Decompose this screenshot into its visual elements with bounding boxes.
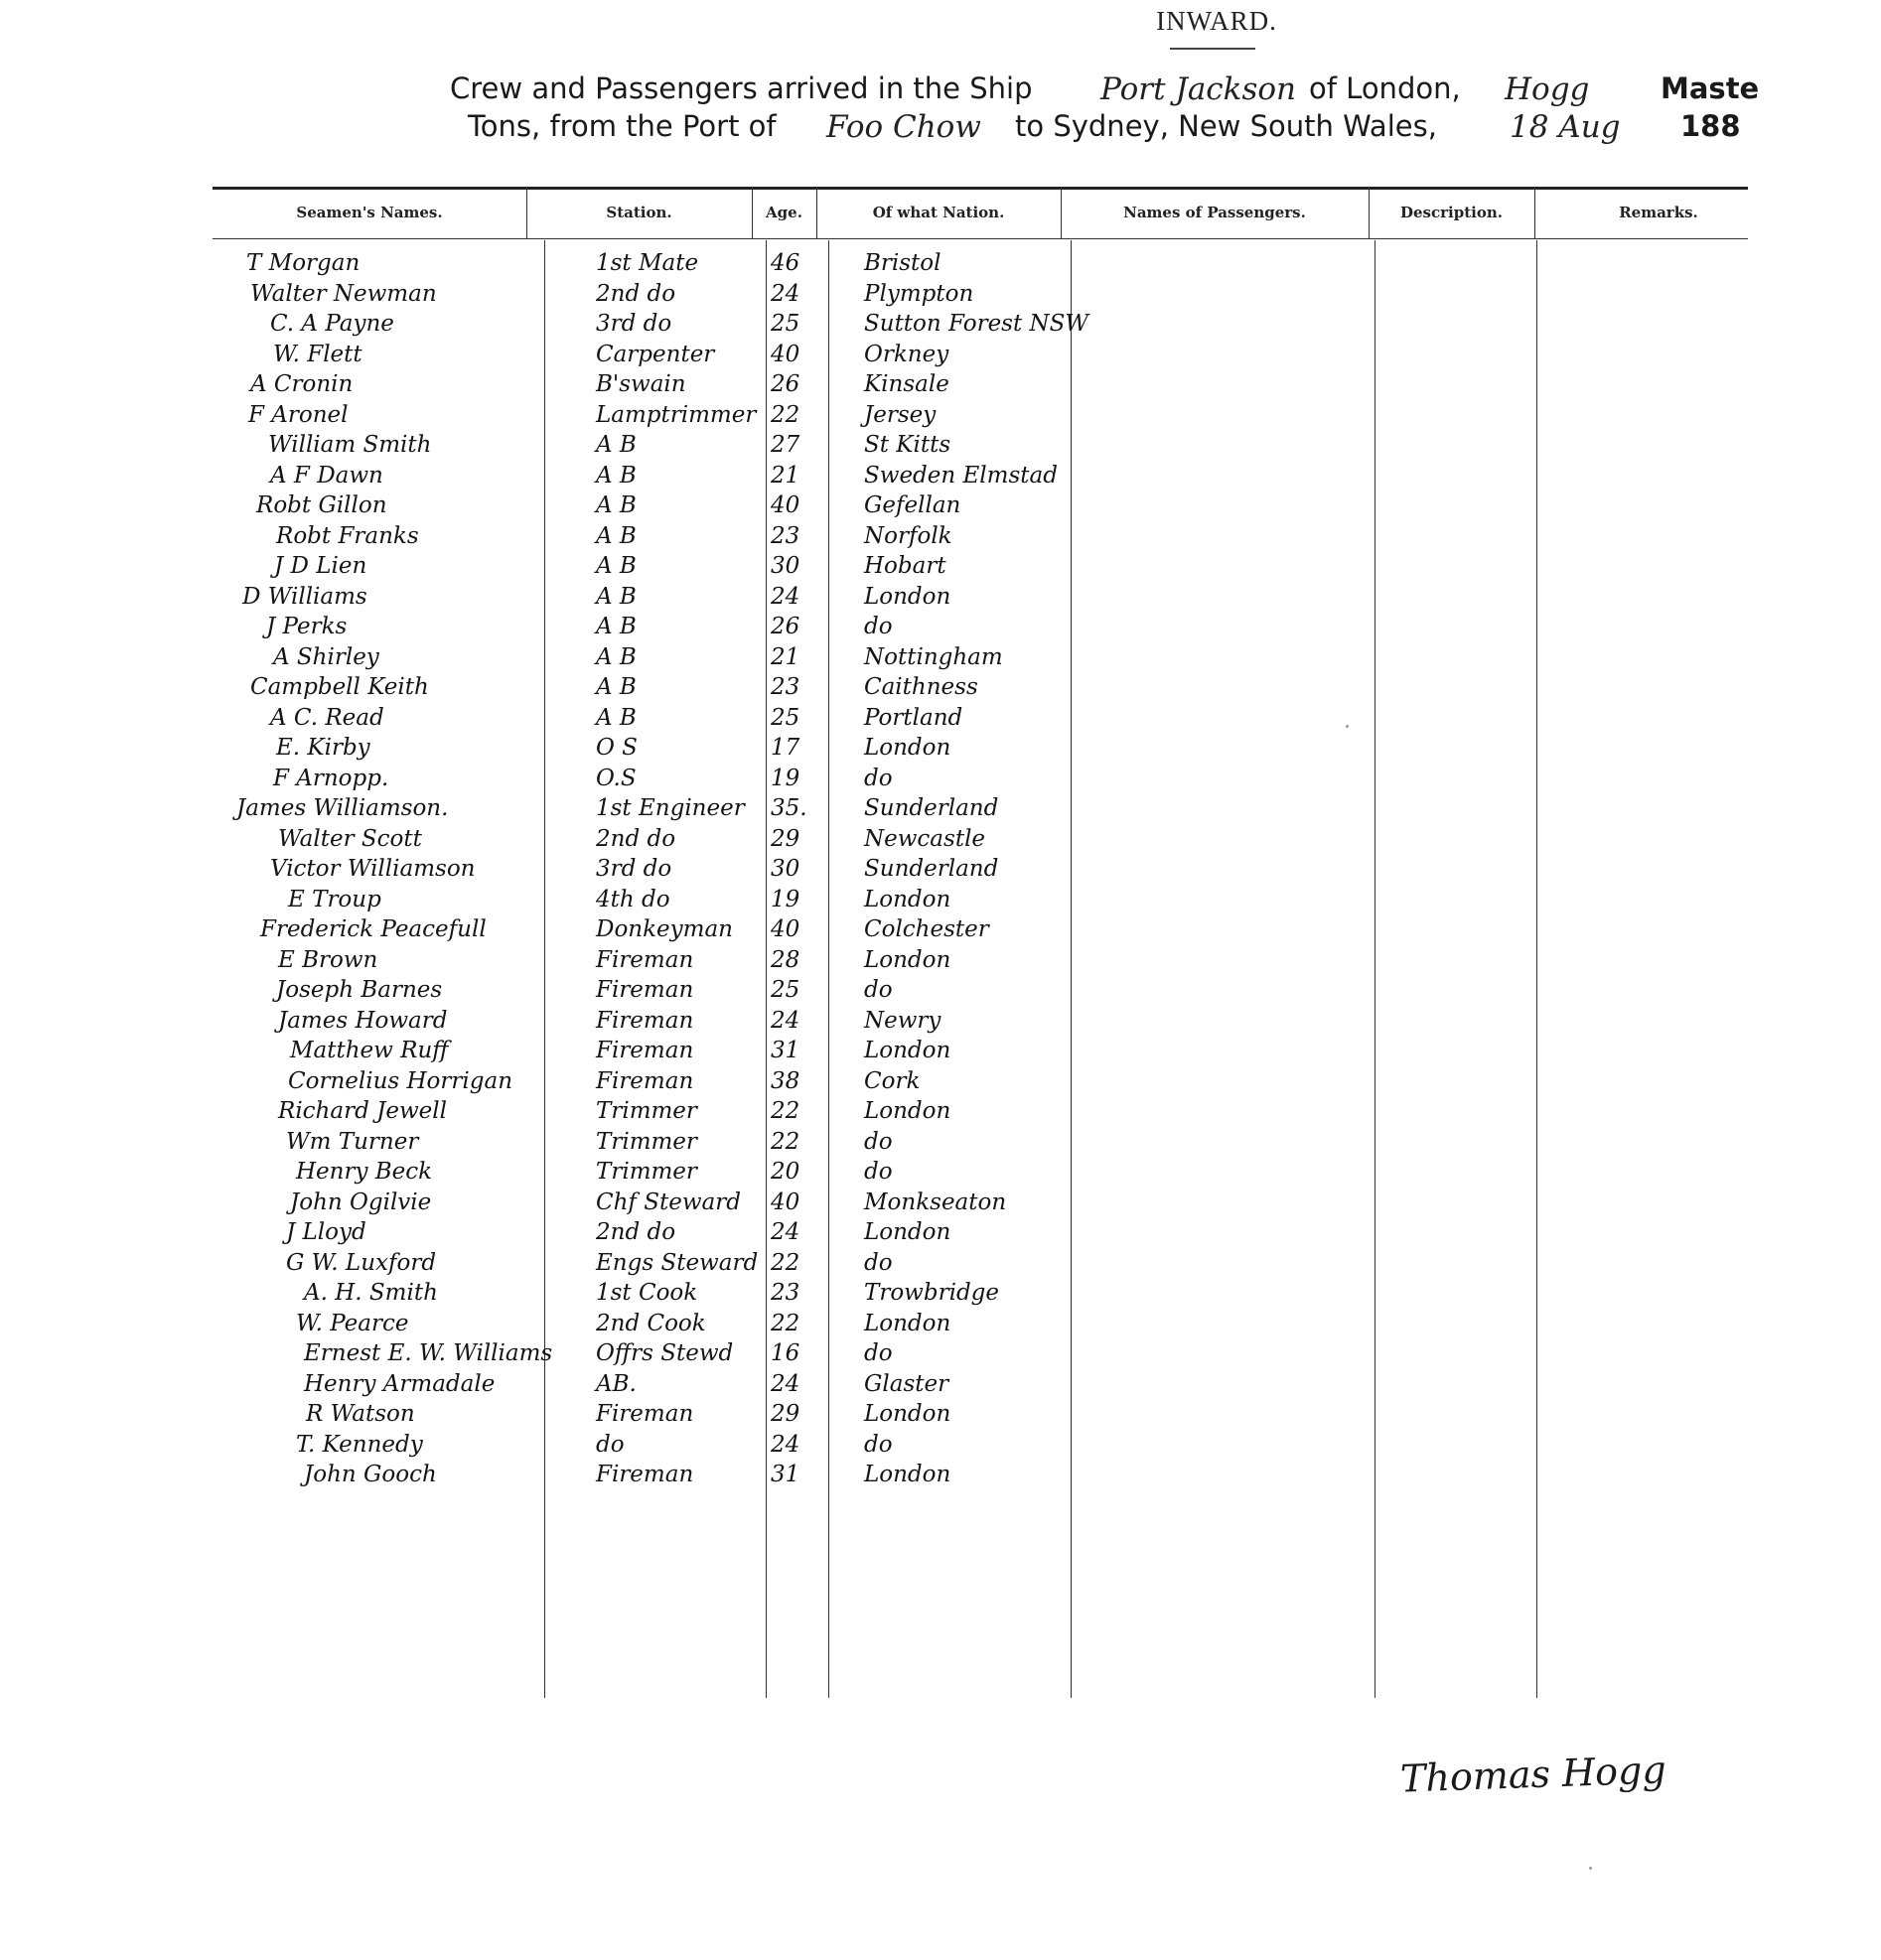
crew-station: Fireman [596, 977, 694, 1003]
crew-nation: Portland [864, 705, 963, 731]
crew-station: 3rd do [596, 856, 672, 882]
crew-name: J Lloyd [286, 1219, 366, 1245]
col-divider [1071, 240, 1072, 1698]
crew-station: Fireman [596, 1008, 694, 1034]
crew-age: 30 [771, 856, 800, 882]
crew-name: F Aronel [248, 402, 349, 428]
crew-name: R Watson [306, 1401, 415, 1427]
crew-name: James Howard [278, 1008, 448, 1034]
crew-age: 20 [771, 1159, 800, 1185]
table-top-rule [213, 187, 1748, 190]
col-divider [828, 240, 829, 1698]
crew-nation: St Kitts [864, 432, 951, 458]
crew-nation: Colchester [864, 916, 989, 942]
crew-station: 2nd Cook [596, 1311, 706, 1336]
crew-age: 40 [771, 342, 800, 367]
crew-age: 25 [771, 311, 800, 337]
scan-speck [1589, 1867, 1592, 1870]
crew-nation: Nottingham [864, 644, 1003, 670]
crew-age: 40 [771, 916, 800, 942]
crew-station: 2nd do [596, 1219, 676, 1245]
crew-nation: Trowbridge [864, 1280, 1000, 1306]
crew-name: Walter Scott [278, 826, 422, 852]
heading-destination: to Sydney, New South Wales, [1015, 109, 1437, 143]
crew-name: Robt Franks [276, 523, 419, 549]
crew-nation: Gefellan [864, 492, 961, 518]
crew-age: 26 [771, 371, 800, 397]
crew-station: Trimmer [596, 1159, 697, 1185]
crew-name: A Shirley [273, 644, 379, 670]
crew-nation: London [864, 1401, 951, 1427]
crew-nation: Orkney [864, 342, 949, 367]
crew-name: A. H. Smith [304, 1280, 438, 1306]
crew-station: A B [596, 674, 637, 700]
port-name: Foo Chow [826, 109, 981, 145]
crew-station: A B [596, 432, 637, 458]
crew-nation: London [864, 584, 951, 610]
crew-station: AB. [596, 1371, 637, 1397]
crew-name: Walter Newman [250, 281, 437, 307]
crew-nation: do [864, 1159, 893, 1185]
crew-nation: Sweden Elmstad [864, 463, 1058, 489]
crew-age: 24 [771, 1219, 800, 1245]
crew-name: E Troup [288, 887, 381, 912]
crew-age: 29 [771, 1401, 800, 1427]
crew-nation: London [864, 735, 951, 761]
col-divider [544, 240, 545, 1698]
crew-name: D Williams [242, 584, 367, 610]
col-divider [766, 240, 767, 1698]
crew-station: Chf Steward [596, 1190, 741, 1215]
crew-age: 19 [771, 766, 800, 791]
crew-nation: do [864, 1250, 893, 1276]
heading-of-london: of London, [1309, 71, 1461, 105]
crew-name: J Perks [266, 614, 348, 639]
header-station: Station. [606, 204, 672, 221]
crew-station: A B [596, 614, 637, 639]
crew-age: 28 [771, 947, 800, 973]
crew-nation: Caithness [864, 674, 978, 700]
crew-age: 40 [771, 492, 800, 518]
crew-name: Richard Jewell [278, 1098, 447, 1124]
crew-name: Matthew Ruff [290, 1038, 449, 1063]
crew-name: Robt Gillon [256, 492, 387, 518]
crew-name: A F Dawn [270, 463, 383, 489]
crew-nation: Sutton Forest NSW [864, 311, 1089, 337]
crew-age: 23 [771, 523, 800, 549]
crew-age: 22 [771, 402, 800, 428]
crew-station: Trimmer [596, 1098, 697, 1124]
crew-station: A B [596, 492, 637, 518]
crew-name: John Gooch [304, 1462, 437, 1487]
crew-station: A B [596, 705, 637, 731]
crew-name: W. Flett [273, 342, 362, 367]
crew-name: Ernest E. W. Williams [304, 1340, 553, 1366]
crew-age: 21 [771, 644, 800, 670]
crew-nation: do [864, 766, 893, 791]
crew-age: 22 [771, 1311, 800, 1336]
crew-station: Fireman [596, 1401, 694, 1427]
crew-nation: London [864, 1219, 951, 1245]
crew-station: 3rd do [596, 311, 672, 337]
crew-nation: Plympton [864, 281, 974, 307]
crew-nation: Sunderland [864, 795, 999, 821]
crew-age: 24 [771, 1008, 800, 1034]
crew-name: A C. Read [270, 705, 384, 731]
crew-nation: London [864, 1462, 951, 1487]
crew-name: William Smith [268, 432, 432, 458]
header-passengers: Names of Passengers. [1123, 204, 1306, 221]
crew-name: W. Pearce [296, 1311, 409, 1336]
crew-name: E Brown [278, 947, 378, 973]
crew-nation: London [864, 1311, 951, 1336]
crew-station: Offrs Stewd [596, 1340, 734, 1366]
header-nation: Of what Nation. [872, 204, 1005, 221]
crew-nation: do [864, 1340, 893, 1366]
heading-year: 188 [1680, 109, 1741, 143]
inward-title: INWARD. [1156, 6, 1277, 36]
heading-tons-text: Tons, from the Port of [468, 109, 777, 143]
crew-name: A Cronin [250, 371, 354, 397]
header-remarks: Remarks. [1619, 204, 1698, 221]
crew-nation: Monkseaton [864, 1190, 1007, 1215]
crew-age: 23 [771, 1280, 800, 1306]
crew-name: E. Kirby [276, 735, 370, 761]
crew-name: J D Lien [274, 553, 367, 579]
crew-station: O.S [596, 766, 637, 791]
crew-age: 25 [771, 977, 800, 1003]
crew-station: Fireman [596, 1038, 694, 1063]
header-age: Age. [766, 204, 802, 221]
crew-station: 1st Cook [596, 1280, 698, 1306]
master-name: Hogg [1505, 71, 1590, 107]
crew-age: 24 [771, 1371, 800, 1397]
crew-station: Carpenter [596, 342, 715, 367]
crew-nation: do [864, 614, 893, 639]
header-seamen: Seamen's Names. [296, 204, 443, 221]
crew-name: G W. Luxford [286, 1250, 437, 1276]
crew-station: A B [596, 523, 637, 549]
crew-station: Fireman [596, 947, 694, 973]
crew-name: Henry Armadale [304, 1371, 496, 1397]
crew-nation: Kinsale [864, 371, 949, 397]
crew-nation: London [864, 947, 951, 973]
crew-age: 17 [771, 735, 800, 761]
crew-age: 24 [771, 584, 800, 610]
crew-nation: Jersey [864, 402, 937, 428]
crew-nation: London [864, 887, 951, 912]
crew-age: 46 [771, 250, 800, 276]
arrival-date: 18 Aug [1510, 109, 1621, 145]
crew-station: A B [596, 463, 637, 489]
crew-nation: Sunderland [864, 856, 999, 882]
crew-nation: Newry [864, 1008, 941, 1034]
crew-name: Campbell Keith [250, 674, 429, 700]
crew-age: 22 [771, 1098, 800, 1124]
ship-name: Port Jackson [1100, 71, 1296, 107]
crew-nation: Bristol [864, 250, 941, 276]
crew-nation: London [864, 1038, 951, 1063]
heading-crew-text: Crew and Passengers arrived in the Ship [450, 71, 1033, 105]
crew-nation: Cork [864, 1068, 921, 1094]
crew-station: Donkeyman [596, 916, 733, 942]
table-header-rule [213, 238, 1748, 239]
crew-nation: do [864, 1129, 893, 1155]
crew-station: Engs Steward [596, 1250, 759, 1276]
crew-station: A B [596, 644, 637, 670]
crew-age: 25 [771, 705, 800, 731]
crew-nation: Norfolk [864, 523, 952, 549]
crew-nation: Glaster [864, 1371, 949, 1397]
crew-name: James Williamson. [236, 795, 449, 821]
crew-station: 2nd do [596, 826, 676, 852]
crew-age: 22 [771, 1250, 800, 1276]
crew-name: John Ogilvie [290, 1190, 432, 1215]
crew-name: Cornelius Horrigan [288, 1068, 513, 1094]
crew-age: 24 [771, 281, 800, 307]
crew-name: Henry Beck [296, 1159, 433, 1185]
crew-name: Victor Williamson [270, 856, 476, 882]
crew-age: 27 [771, 432, 800, 458]
crew-station: Fireman [596, 1462, 694, 1487]
crew-nation: London [864, 1098, 951, 1124]
crew-name: T. Kennedy [296, 1432, 423, 1458]
crew-station: B'swain [596, 371, 686, 397]
crew-nation: do [864, 977, 893, 1003]
crew-name: Frederick Peacefull [260, 916, 487, 942]
crew-station: 1st Mate [596, 250, 699, 276]
crew-station: A B [596, 584, 637, 610]
crew-nation: Hobart [864, 553, 946, 579]
crew-age: 24 [771, 1432, 800, 1458]
crew-age: 38 [771, 1068, 800, 1094]
crew-nation: Newcastle [864, 826, 986, 852]
crew-name: Wm Turner [286, 1129, 419, 1155]
crew-station: A B [596, 553, 637, 579]
crew-age: 31 [771, 1462, 800, 1487]
crew-station: do [596, 1432, 625, 1458]
crew-name: Joseph Barnes [276, 977, 443, 1003]
crew-name: F Arnopp. [273, 766, 389, 791]
master-signature: Thomas Hogg [1399, 1748, 1667, 1801]
heading-master-label: Maste [1661, 71, 1760, 105]
col-divider [1536, 240, 1537, 1698]
title-underline [1170, 48, 1255, 50]
crew-station: 4th do [596, 887, 670, 912]
crew-station: O S [596, 735, 638, 761]
crew-age: 29 [771, 826, 800, 852]
crew-station: 2nd do [596, 281, 676, 307]
crew-age: 21 [771, 463, 800, 489]
crew-age: 26 [771, 614, 800, 639]
crew-age: 31 [771, 1038, 800, 1063]
crew-station: Lamptrimmer [596, 402, 757, 428]
crew-age: 23 [771, 674, 800, 700]
crew-age: 19 [771, 887, 800, 912]
crew-age: 40 [771, 1190, 800, 1215]
crew-age: 35. [771, 795, 807, 821]
crew-station: 1st Engineer [596, 795, 745, 821]
crew-name: C. A Payne [270, 311, 394, 337]
header-description: Description. [1400, 204, 1503, 221]
crew-age: 16 [771, 1340, 800, 1366]
crew-station: Fireman [596, 1068, 694, 1094]
crew-station: Trimmer [596, 1129, 697, 1155]
crew-age: 22 [771, 1129, 800, 1155]
crew-nation: do [864, 1432, 893, 1458]
crew-age: 30 [771, 553, 800, 579]
scan-speck [1346, 725, 1349, 728]
crew-name: T Morgan [246, 250, 361, 276]
